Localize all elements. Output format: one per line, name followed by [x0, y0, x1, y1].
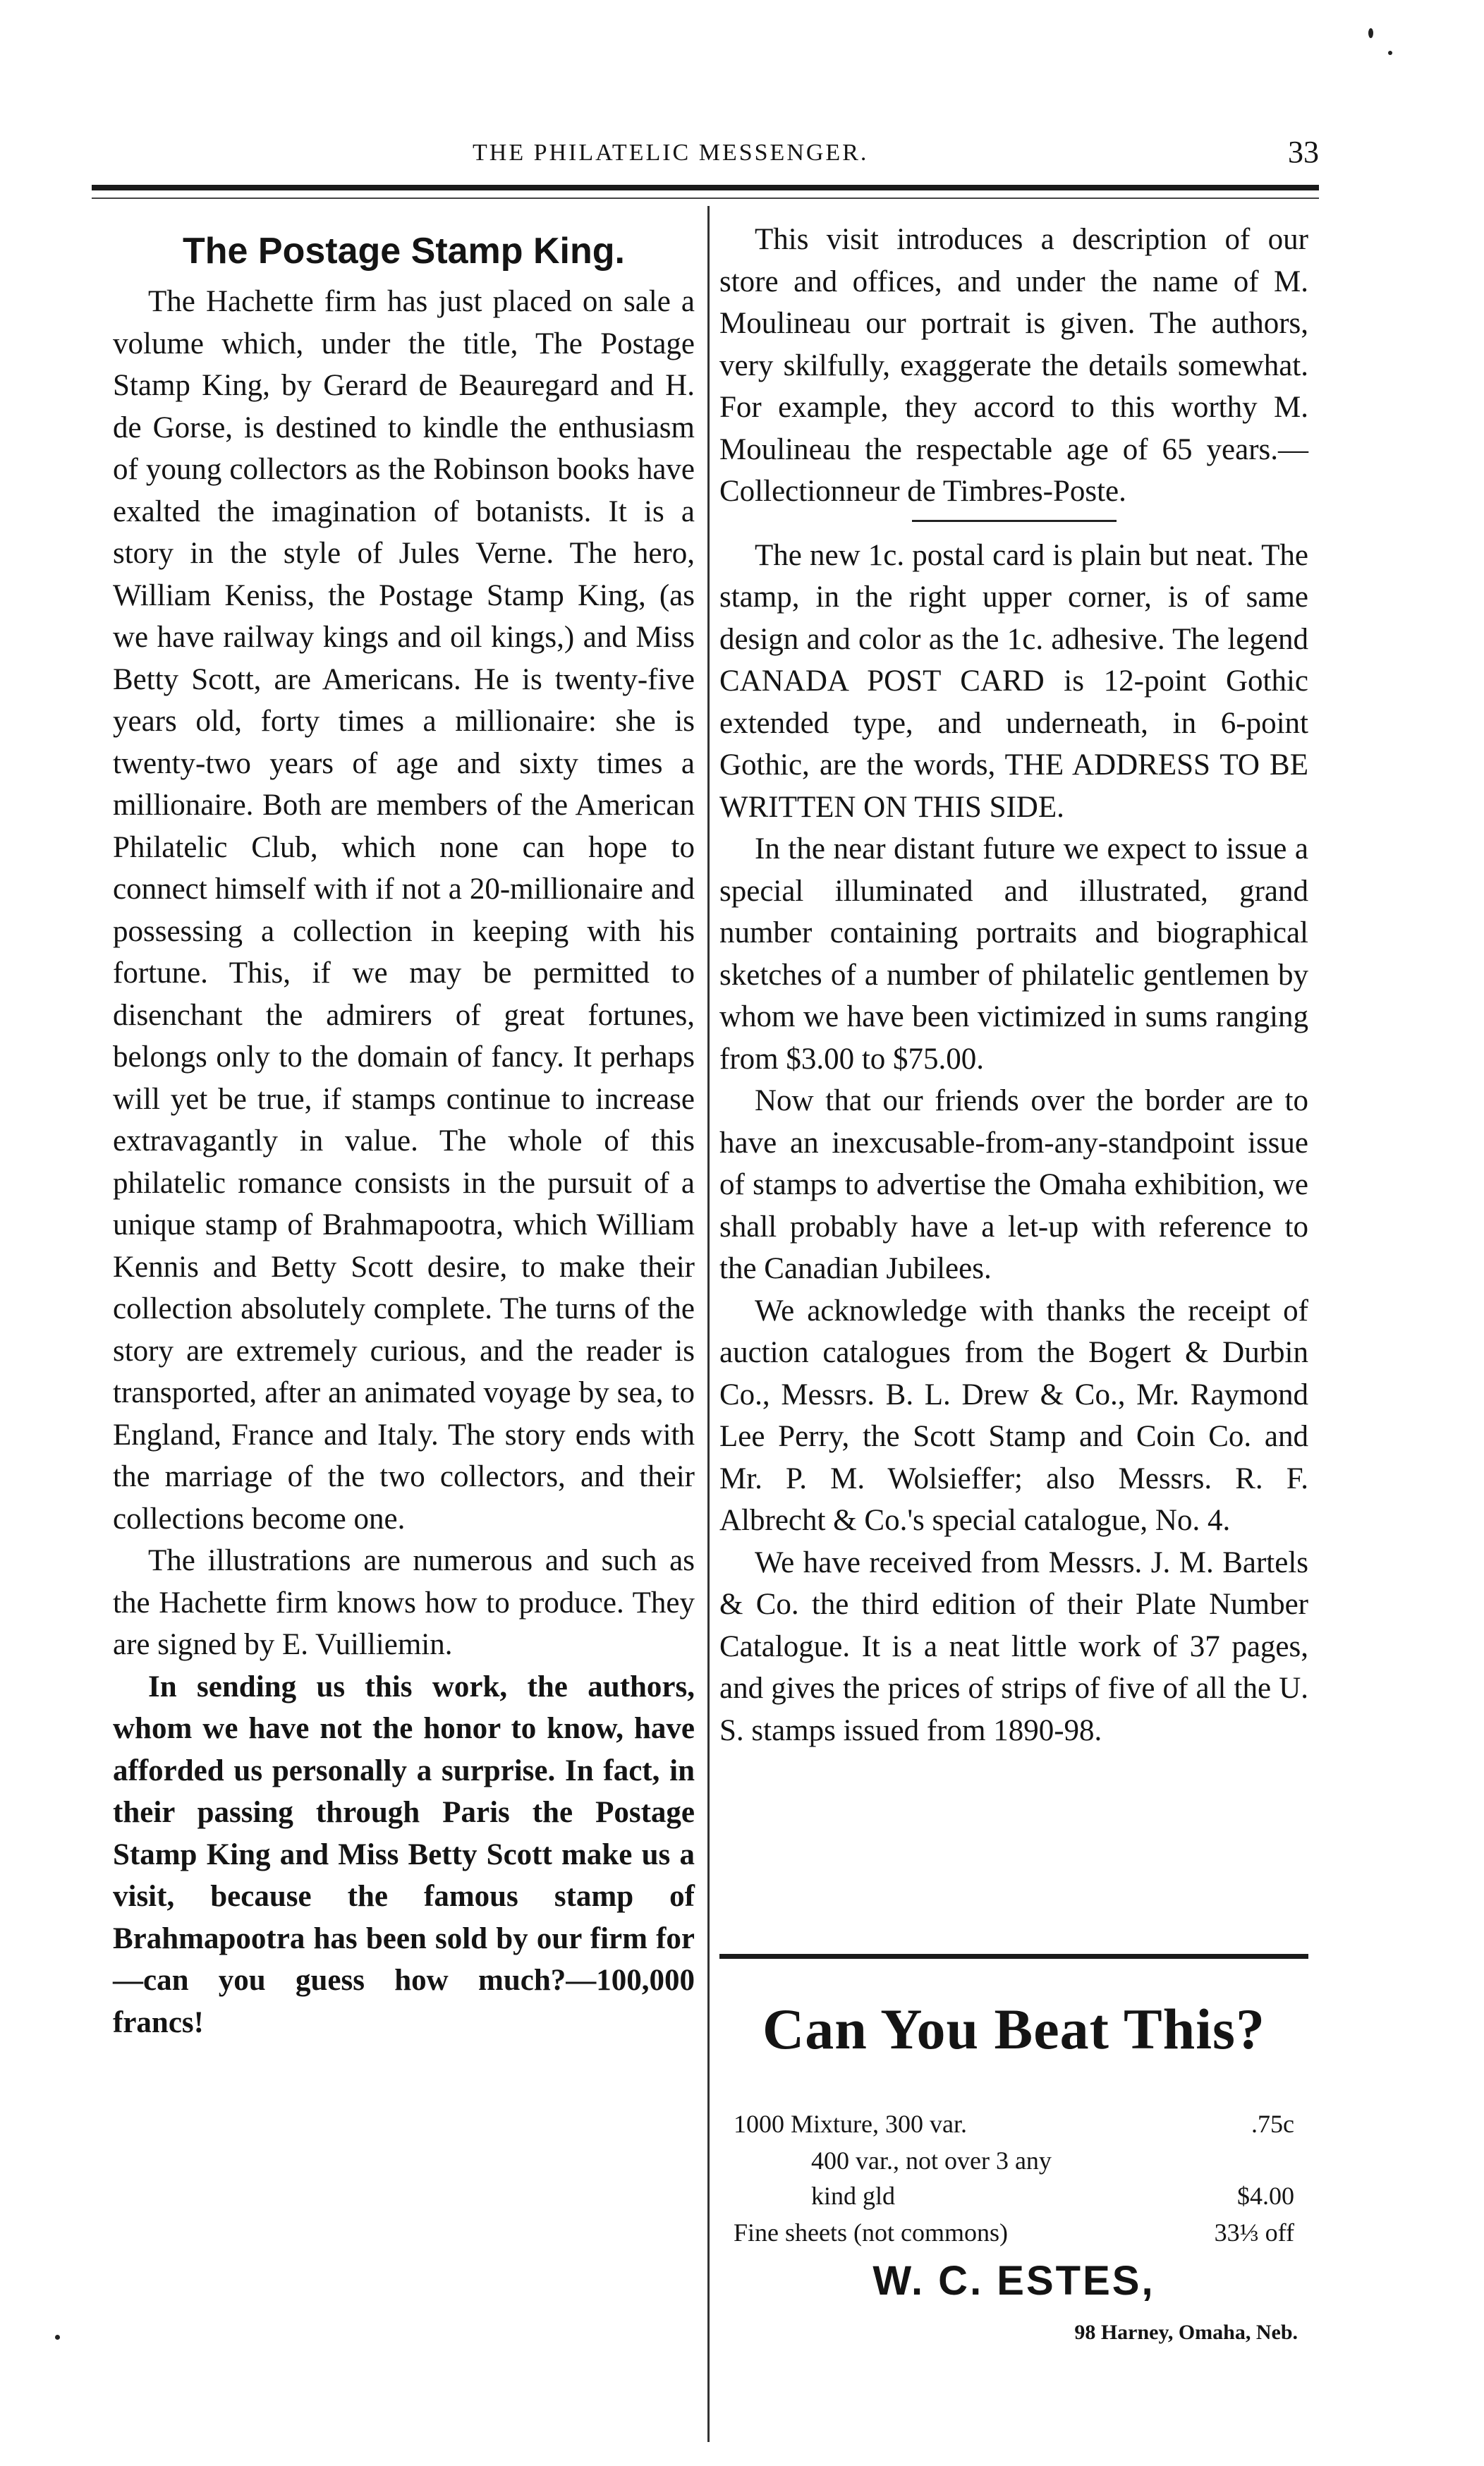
advert-price: $4.00: [1237, 2182, 1294, 2210]
article-paragraph: In sending us this work, the authors, whom we have not the honor to know, have afforded us personally a surprise. In fact, in their passing through Paris the Postage Stamp King and Miss Betty Scott make us a visit, because the famous stamp of Brahmapootra has been sold by our firm for—can you guess how much?—100,000 francs!: [113, 1670, 695, 2039]
advert-price: .75c: [1251, 2110, 1294, 2138]
advert-line: [734, 2109, 1308, 2139]
advert-line: [734, 2146, 1308, 2175]
left-column: [113, 219, 695, 2043]
page-header: [92, 134, 1319, 183]
advert-line: [734, 2181, 1308, 2211]
advert-price: 33⅓ off: [1214, 2218, 1294, 2247]
header-rule-thin: [92, 198, 1319, 199]
article-paragraph: The illustrations are numerous and such as the Hachette firm knows how to produce. They are signed by E. Vuilliemin.: [113, 1544, 695, 1661]
advert-line: [734, 2218, 1308, 2247]
advert-item: kind gld: [811, 2182, 896, 2210]
article-paragraph: This visit introduces a description of our store and offices, and under the name of M. Moulineau our portrait is given. The authors, very skilfully, exaggerate the details somewhat. For example, they accord to this worthy M. Moulineau the respectable age of 65 years.—Collectionneur de Timbres-Poste.: [719, 223, 1308, 508]
advertiser-address: 98 Harney, Omaha, Neb.: [1074, 2321, 1298, 2344]
advert-rule: [719, 1954, 1308, 1959]
right-column: [719, 219, 1308, 1751]
running-head: THE PHILATELIC MESSENGER.: [473, 140, 869, 166]
header-rule: [92, 185, 1319, 190]
advertisement: [719, 1968, 1308, 2448]
advertiser-name: W. C. ESTES,: [872, 2258, 1155, 2304]
print-speck: [1368, 28, 1373, 38]
article-paragraph: We acknowledge with thanks the receipt of auction catalogues from the Bogert & Durbin Co., Messrs. B. L. Drew & Co., Mr. Raymond Lee Perry, the Scott Stamp and Coin Co. and Mr. P. M. Wolsieffer; also Messrs. R. F. Albrecht & Co.'s special catalogue, No. 4.: [719, 1294, 1308, 1537]
print-speck: [55, 2335, 60, 2340]
article-title: The Postage Stamp King.: [183, 231, 625, 272]
advert-title: Can You Beat This?: [762, 1997, 1265, 2061]
article-paragraph: The new 1c. postal card is plain but neat. The stamp, in the right upper corner, is of same design and color as the 1c. adhesive. The legend CANADA POST CARD is 12-point Gothic extended type, and underneath, in 6-point Gothic, are the words, THE ADDRESS TO BE WRITTEN ON THIS SIDE.: [719, 538, 1308, 824]
advert-item: 1000 Mixture, 300 var.: [734, 2110, 967, 2138]
page-number: 33: [1288, 135, 1319, 169]
print-speck: [1388, 51, 1392, 55]
article-paragraph: In the near distant future we expect to issue a special illuminated and illustrated, grand number containing portraits and biographical sketches of a number of philatelic gentlemen by whom we have been victimized in sums ranging from $3.00 to $75.00.: [719, 832, 1308, 1076]
section-rule: [912, 520, 1117, 522]
advert-item: 400 var., not over 3 any: [811, 2146, 1052, 2175]
article-paragraph: The Hachette firm has just placed on sale a volume which, under the title, The Postage Stamp King, by Gerard de Beauregard and H. de Gorse, is destined to kindle the enthusiasm of young collectors as the Robinson books have exalted the imagination of botanists. It is a story in the style of Jules Verne. The hero, William Keniss, the Postage Stamp King, (as we have railway kings and oil kings,) and Miss Betty Scott, are Americans. He is twenty-five years old, forty times a millionaire: she is twenty-two years of age and sixty times a millionaire. Both are members of the American Philatelic Club, which none can hope to connect himself with if not a 20-millionaire and possessing a collection in keeping with his fortune. This, if we may be permitted to disenchant the admirers of great fortunes, belongs only to the domain of fancy. It perhaps will yet be true, if stamps continue to increase extravagantly in value. The whole of this philatelic romance consists in the pursuit of a unique stamp of Brahmapootra, which William Kennis and Betty Scott desire, to make their collection absolutely complete. The turns of the story are extremely curious, and the reader is transported, after an animated voyage by sea, to England, France and Italy. The story ends with the marriage of the two collectors, and their collections become one.: [113, 285, 695, 1536]
advert-item: Fine sheets (not commons): [734, 2218, 1008, 2247]
article-paragraph: Now that our friends over the border are to have an inexcusable-from-any-standpoint issue of stamps to advertise the Omaha exhibition, we shall probably have a let-up with reference to the Canadian Jubilees.: [719, 1084, 1308, 1285]
article-paragraph: We have received from Messrs. J. M. Bartels & Co. the third edition of their Plate Number Catalogue. It is a neat little work of 37 pages, and gives the prices of strips of five of all the U. S. stamps issued from 1890-98.: [719, 1545, 1308, 1747]
column-divider: [707, 206, 710, 2442]
